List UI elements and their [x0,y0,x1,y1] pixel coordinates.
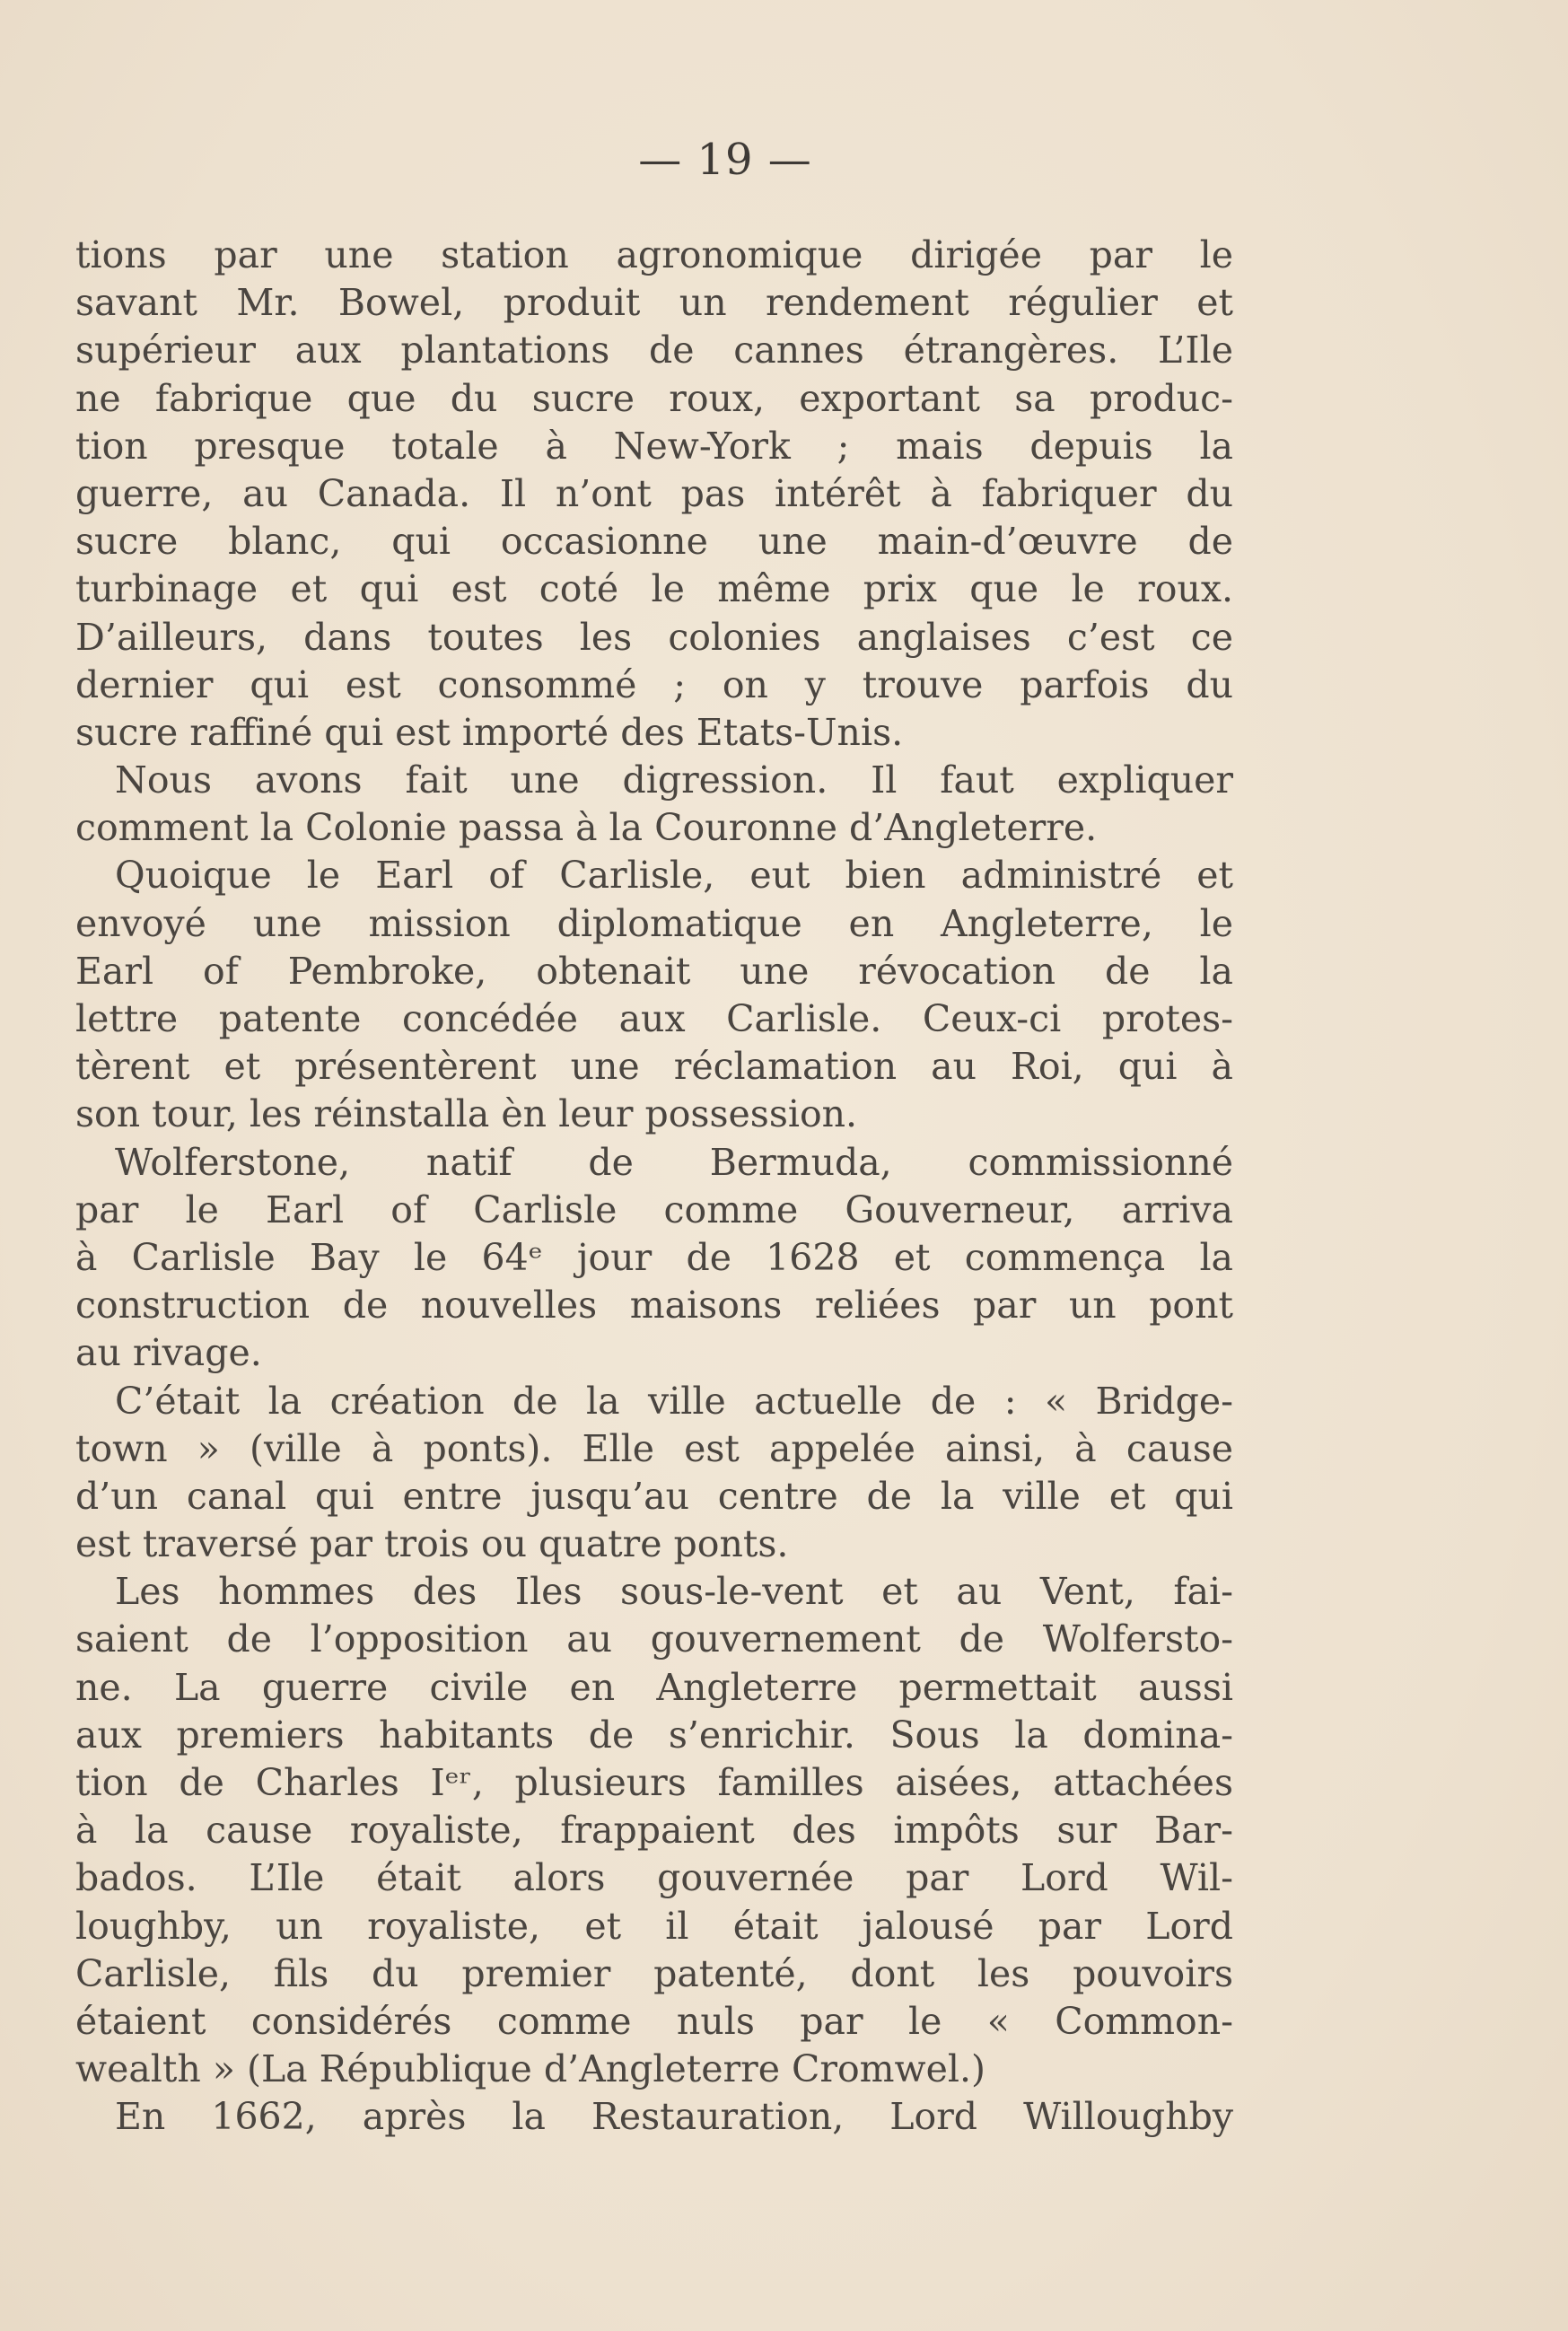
text-line: tion de Charles Iᵉʳ, plusieurs familles aisées, attachées [75,1761,1233,1804]
text-line: Carlisle, fils du premier patenté, dont les pouvoirs [75,1951,1233,1995]
body-text [75,232,1233,2142]
text-line: wealth » (La République d’Angleterre Cromwel.) [75,2047,986,2091]
text-line: saient de l’opposition au gouvernement de Wolfersto- [75,1617,1233,1661]
text-line: tion presque totale à New-York ; mais depuis la [75,424,1233,468]
text-line: loughby, un royaliste, et il était jalousé par Lord [75,1904,1233,1948]
page-number: — 19 — [638,135,812,185]
text-line: savant Mr. Bowel, produit un rendement régulier et [75,281,1233,325]
text-line: C’était la création de la ville actuelle de : « Bridge- [115,1379,1233,1423]
text-line: En 1662, après la Restauration, Lord Willoughby [115,2095,1233,2139]
text-line: turbinage et qui est coté le même prix que le roux. [75,567,1233,611]
text-line: tions par une station agronomique dirigée par le [75,233,1233,276]
text-line: Wolferstone, natif de Bermuda, commissionné [115,1140,1233,1184]
text-line: par le Earl of Carlisle comme Gouverneur, arriva [75,1187,1233,1231]
text-line: Earl of Pembroke, obtenait une révocation de la [75,949,1233,993]
text-line: guerre, au Canada. Il n’ont pas intérêt à fabriquer du [75,471,1233,515]
text-line: town » (ville à ponts). Elle est appelée ainsi, à cause [75,1426,1233,1470]
text-line: bados. L’Ile était alors gouvernée par Lord Wil- [75,1856,1233,1900]
text-line: étaient considérés comme nuls par le « Common- [75,1999,1233,2043]
text-line: d’un canal qui entre jusqu’au centre de la ville et qui [75,1474,1233,1518]
text-line: Quoique le Earl of Carlisle, eut bien administré et [115,854,1233,898]
text-line: construction de nouvelles maisons reliées par un pont [75,1284,1233,1328]
text-line: ne fabrique que du sucre roux, exportant sa produc- [75,376,1233,420]
text-line: supérieur aux plantations de cannes étrangères. L’Ile [75,329,1233,372]
text-line: aux premiers habitants de s’enrichir. Sous la domina- [75,1713,1233,1757]
text-line: D’ailleurs, dans toutes les colonies anglaises c’est ce [75,615,1233,659]
text-line: son tour, les réinstalla èn leur possession. [75,1092,858,1136]
text-line: Les hommes des Iles sous-le-vent et au Vent, fai- [115,1570,1233,1614]
text-line: Nous avons fait une digression. Il faut expliquer [115,758,1233,802]
text-line: lettre patente concédée aux Carlisle. Ceux-ci protes- [75,997,1233,1040]
text-line: à Carlisle Bay le 64ᵉ jour de 1628 et commença la [75,1235,1233,1279]
text-line: au rivage. [75,1331,262,1375]
text-line: sucre blanc, qui occasionne une main-d’œuvre de [75,520,1233,564]
text-line: dernier qui est consommé ; on y trouve parfois du [75,662,1233,706]
text-line: comment la Colonie passa à la Couronne d’Angleterre. [75,806,1098,850]
text-line: à la cause royaliste, frappaient des impôts sur Bar- [75,1809,1233,1853]
text-line: ne. La guerre civile en Angleterre permettait aussi [75,1665,1233,1709]
text-line: envoyé une mission diplomatique en Angleterre, le [75,901,1233,945]
text-line: est traversé par trois ou quatre ponts. [75,1522,789,1566]
text-line: tèrent et présentèrent une réclamation au Roi, qui à [75,1045,1233,1089]
text-line: sucre raffiné qui est importé des Etats-Unis. [75,710,904,754]
